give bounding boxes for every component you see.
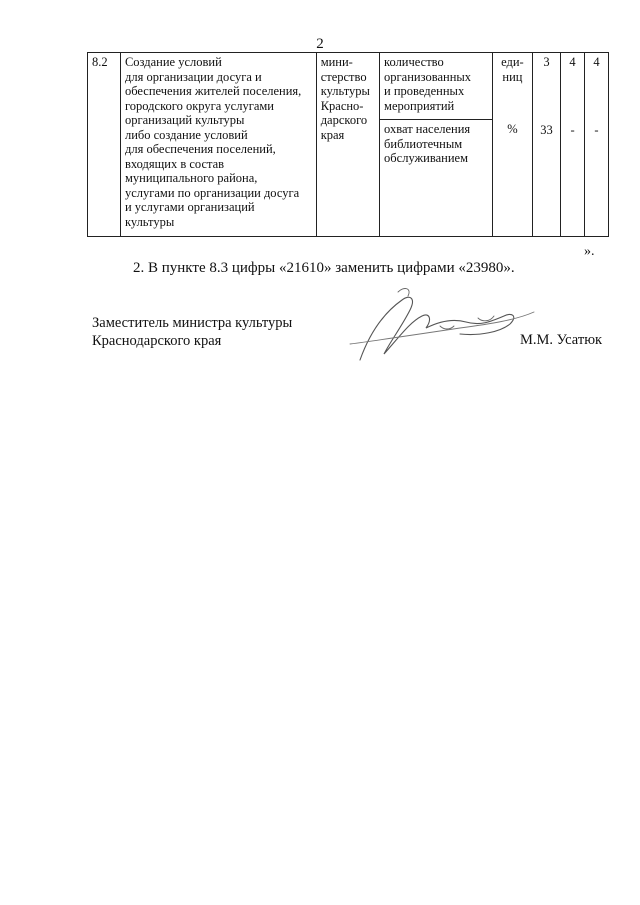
row-name-line: организаций культуры — [124, 113, 245, 127]
value-cell-1 — [532, 53, 560, 237]
indicator-cell — [380, 53, 493, 120]
organization-cell — [316, 53, 379, 237]
closing-quote: ». — [584, 244, 595, 259]
unit-cell — [492, 53, 532, 237]
row-name-line: и услугами организаций — [124, 200, 255, 214]
indicator-line: обслуживанием — [384, 151, 468, 165]
value-cell-2 — [561, 53, 585, 237]
indicator-line: организованных — [384, 69, 472, 84]
value-line: 4 — [569, 55, 576, 69]
indicator-cell — [380, 120, 493, 237]
signatory-title-line: Краснодарского края — [92, 333, 222, 349]
unit-line: % — [507, 122, 518, 136]
handwritten-signature — [340, 282, 540, 372]
organization-line: края — [320, 127, 345, 142]
program-table — [87, 52, 609, 237]
row-number-cell: 8.2 — [88, 53, 121, 237]
signatory-title — [92, 314, 292, 350]
value-line: 4 — [593, 55, 600, 69]
organization-line: мини- — [320, 55, 353, 69]
indicator-line: и проведенных — [384, 84, 465, 98]
row-name-line: для обеспечения поселений, — [124, 142, 276, 156]
page-number: 2 — [316, 36, 324, 52]
row-name-line: для организации досуга и — [124, 69, 262, 84]
value-cell-3 — [585, 53, 609, 237]
row-name-line: городского округа услугами — [124, 98, 274, 113]
signatory-name: М.М. Усатюк — [520, 332, 603, 348]
value-line: 33 — [540, 122, 553, 137]
organization-line: культуры — [320, 84, 370, 98]
row-name-line: услугами по организации досуга — [124, 185, 300, 200]
row-name-line: муниципального района, — [124, 171, 258, 185]
row-name-line: входящих в состав — [124, 156, 225, 171]
row-name-line: обеспечения жителей поселения, — [124, 84, 302, 98]
value-line: - — [594, 122, 599, 137]
indicator-line: охват населения — [384, 122, 471, 136]
signatory-title-line: Заместитель министра культуры — [92, 315, 293, 331]
unit-line: ниц — [502, 69, 523, 84]
organization-line: стерство — [320, 69, 367, 84]
indicator-line: библиотечным — [384, 136, 463, 151]
row-name-line: либо создание условий — [124, 127, 248, 142]
unit-line: еди- — [501, 55, 524, 69]
organization-line: Красно- — [320, 98, 364, 113]
row-name-line: культуры — [124, 214, 175, 229]
indicator-line: количество — [384, 55, 444, 69]
row-name-line: Создание условий — [124, 55, 222, 69]
indicator-line: мероприятий — [384, 98, 455, 113]
value-line: - — [570, 122, 575, 137]
row-name-cell — [120, 53, 316, 237]
organization-line: дарского — [320, 113, 368, 127]
amendment-paragraph: 2. В пункте 8.3 цифры «21610» заменить цифрами «23980». — [133, 260, 515, 276]
table-row — [88, 53, 609, 120]
value-line: 3 — [543, 55, 550, 69]
